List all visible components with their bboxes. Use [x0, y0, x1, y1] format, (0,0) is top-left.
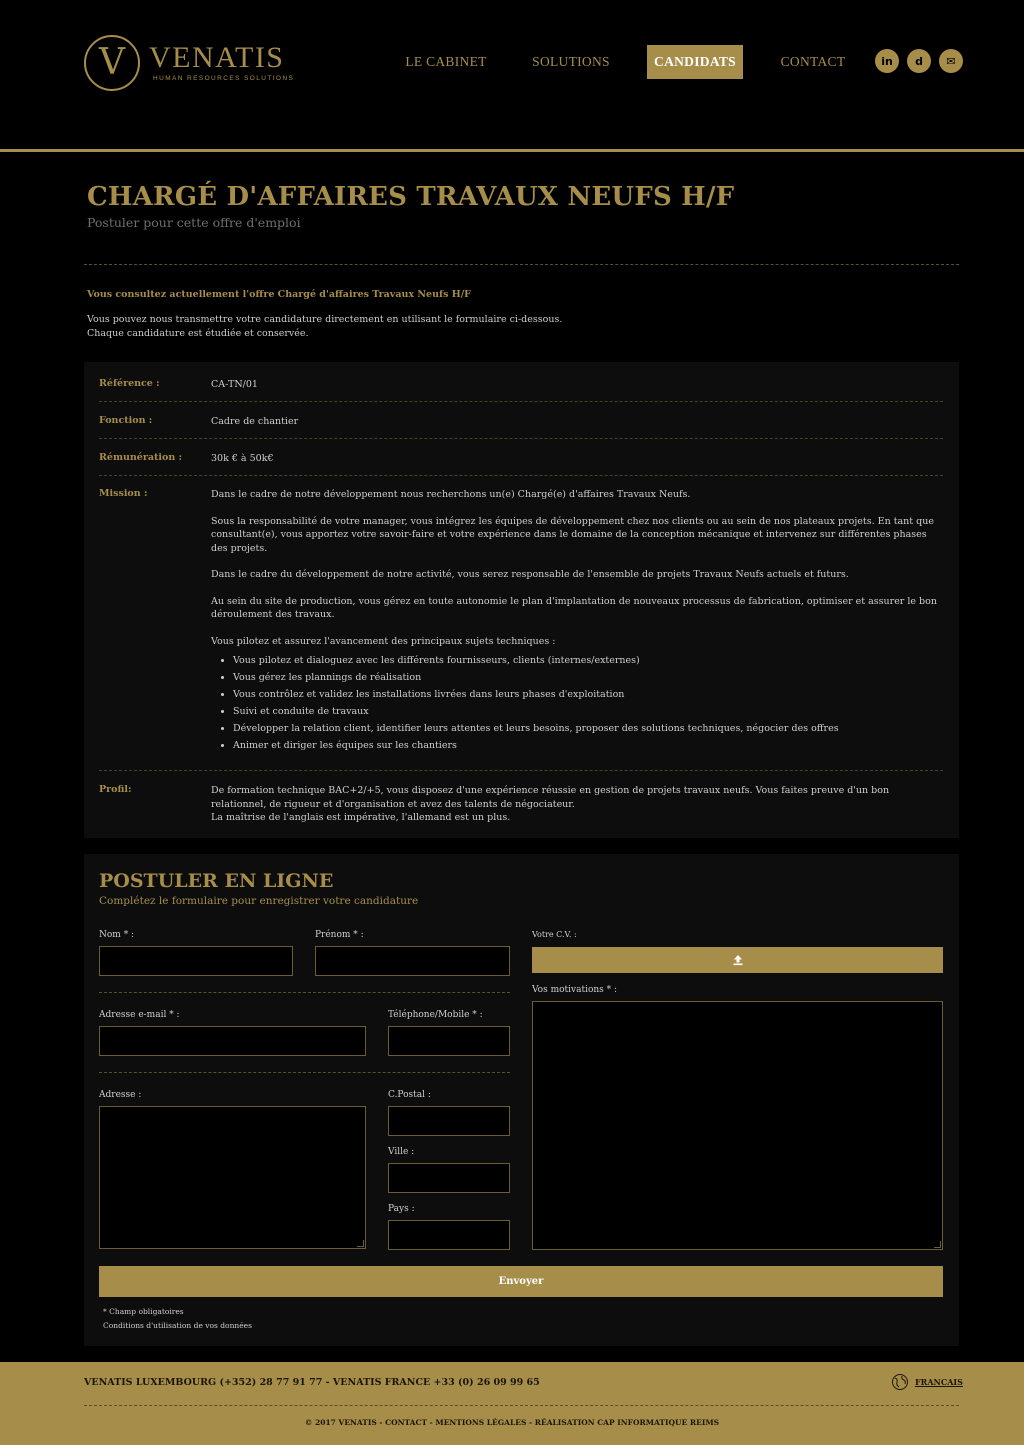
credit-link[interactable]: RÉALISATION CAP INFORMATIQUE REIMS [534, 1418, 720, 1427]
viadeo-icon[interactable]: d [907, 49, 931, 73]
mission-paragraph: Sous la responsabilité de votre manager, vous intégrez les équipes de développement chez nos clients ou au sein de nos plateaux projets. En tant que consultant(e), vous apportez votre savoir-faire et votre expérience dans le domaine de la conception mécanique et intervenez sur différentes phases des projets. [211, 515, 934, 554]
list-item: • Vous pilotez et dialoguez avec les différents fournisseurs, clients (internes/externes) [233, 654, 946, 668]
upload-icon [732, 954, 744, 966]
required-note: * Champ obligatoires [103, 1307, 184, 1316]
logo-name: VENATIS [149, 41, 285, 74]
form-subtitle: Complétez le formulaire pour enregistrer votre candidature [99, 895, 419, 907]
pays-label: Pays : [388, 1204, 415, 1214]
prenom-label: Prénom * : [315, 930, 364, 940]
language-link[interactable]: FRANCAIS [915, 1377, 963, 1387]
cv-upload-button[interactable] [532, 947, 943, 973]
cv-label: Votre C.V. : [532, 930, 577, 939]
mission-paragraph: Dans le cadre de notre développement nous recherchons un(e) Chargé(e) d'affaires Travaux Neufs. [211, 489, 691, 500]
legal-link[interactable]: MENTIONS LÉGALES [435, 1418, 527, 1427]
footer-contact: VENATIS LUXEMBOURG (+352) 28 77 91 77 - VENATIS FRANCE +33 (0) 26 09 99 65 [84, 1377, 540, 1388]
intro-line: Chaque candidature est étudiée et conservée. [87, 328, 309, 339]
ville-label: Ville : [388, 1147, 415, 1157]
divider [84, 264, 959, 265]
site-footer [0, 1362, 1024, 1445]
copyright: © 2017 VENATIS [304, 1418, 377, 1427]
profil-value [211, 784, 946, 825]
profil-text: De formation technique BAC+2/+5, vous disposez d'une expérience réussie en gestion de projets travaux neufs. Vous faites preuve d'un bon relationnel, de rigueur et d'organisation et avez des talents de négociateur. [211, 785, 890, 810]
reference-value: CA-TN/01 [211, 379, 258, 390]
intro-title: Vous consultez actuellement l'offre Chargé d'affaires Travaux Neufs H/F [87, 289, 471, 300]
list-item: • Développer la relation client, identifier leurs attentes et leurs besoins, proposer des solutions techniques, négocier des offres [233, 722, 946, 736]
intro-text [87, 313, 562, 341]
form-title: POSTULER EN LIGNE [99, 870, 334, 892]
header-divider [0, 149, 1024, 152]
profil-label: Profil: [99, 784, 132, 795]
application-form [84, 854, 959, 1346]
mission-paragraph: Vous pilotez et assurez l'avancement des principaux sujets techniques : [211, 635, 556, 647]
job-details [84, 362, 959, 838]
divider [99, 401, 943, 402]
resize-handle-icon[interactable] [934, 1241, 941, 1248]
ville-input[interactable] [388, 1163, 510, 1193]
separator: - [427, 1418, 436, 1427]
nav-item-contact[interactable]: CONTACT [780, 54, 846, 69]
list-item: • Suivi et conduite de travaux [233, 705, 946, 719]
nav-item-le-cabinet[interactable]: LE CABINET [405, 54, 487, 69]
divider [99, 770, 943, 771]
mission-paragraph: Au sein du site de production, vous gérez en toute autonomie le plan d'implantation de nouveaux processus de fabrication, optimiser et assurer le bon déroulement des travaux. [211, 595, 937, 620]
mission-paragraph: Dans le cadre du développement de notre activité, vous serez responsable de l'ensemble de projets Travaux Neufs actuels et futurs. [211, 569, 849, 580]
nav-item-candidats[interactable]: CANDIDATS [647, 45, 743, 79]
separator: - [526, 1418, 535, 1427]
logo-emblem: V [84, 35, 140, 91]
footer-divider [84, 1405, 959, 1406]
mission-list [211, 654, 946, 753]
cpostal-input[interactable] [388, 1106, 510, 1136]
fonction-label: Fonction : [99, 415, 153, 426]
page-subtitle: Postuler pour cette offre d'emploi [87, 215, 301, 230]
adresse-textarea[interactable] [99, 1106, 366, 1249]
prenom-input[interactable] [315, 946, 510, 976]
fonction-value: Cadre de chantier [211, 416, 299, 427]
divider [99, 438, 943, 439]
remuneration-label: Rémunération : [99, 452, 183, 463]
email-label: Adresse e-mail * : [99, 1010, 180, 1020]
reference-label: Référence : [99, 378, 160, 389]
divider [99, 475, 943, 476]
list-item: • Animer et diriger les équipes sur les chantiers [233, 739, 946, 753]
pays-input[interactable] [388, 1220, 510, 1250]
submit-button[interactable]: Envoyer [99, 1266, 943, 1297]
linkedin-icon[interactable]: in [875, 49, 899, 73]
adresse-label: Adresse : [99, 1090, 142, 1100]
globe-icon [891, 1373, 909, 1391]
telephone-label: Téléphone/Mobile * : [388, 1010, 483, 1020]
telephone-input[interactable] [388, 1026, 510, 1056]
separator: - [376, 1418, 386, 1427]
list-item: • Vous contrôlez et validez les installations livrées dans leurs phases d'exploitation [233, 688, 946, 702]
remuneration-value: 30k € à 50k€ [211, 453, 274, 464]
mail-icon[interactable]: ✉ [939, 49, 963, 73]
page-title: CHARGÉ D'AFFAIRES TRAVAUX NEUFS H/F [87, 182, 735, 212]
divider [99, 992, 510, 993]
nom-label: Nom * : [99, 930, 135, 940]
site-header [0, 0, 1024, 150]
intro-line: Vous pouvez nous transmettre votre candidature directement en utilisant le formulaire ci-dessous. [87, 314, 563, 325]
resize-handle-icon[interactable] [357, 1240, 364, 1247]
mission-label: Mission : [99, 488, 148, 499]
motivations-textarea[interactable] [532, 1001, 943, 1250]
footer-contact-link[interactable]: CONTACT [385, 1418, 428, 1427]
conditions-link[interactable]: Conditions d'utilisation de vos données [103, 1321, 252, 1330]
list-item: • Vous gérez les plannings de réalisation [233, 671, 946, 685]
divider [99, 1072, 510, 1073]
main-nav [0, 41, 1024, 79]
email-input[interactable] [99, 1026, 366, 1056]
footer-links [0, 1418, 1024, 1427]
profil-text: La maîtrise de l'anglais est impérative, l'allemand est un plus. [211, 812, 511, 823]
logo-tagline: HUMAN RESOURCES SOLUTIONS [153, 75, 295, 82]
motivations-label: Vos motivations * : [532, 985, 618, 995]
nav-item-solutions[interactable]: SOLUTIONS [532, 54, 610, 69]
nom-input[interactable] [99, 946, 293, 976]
cpostal-label: C.Postal : [388, 1090, 431, 1100]
mission-value [211, 488, 946, 756]
